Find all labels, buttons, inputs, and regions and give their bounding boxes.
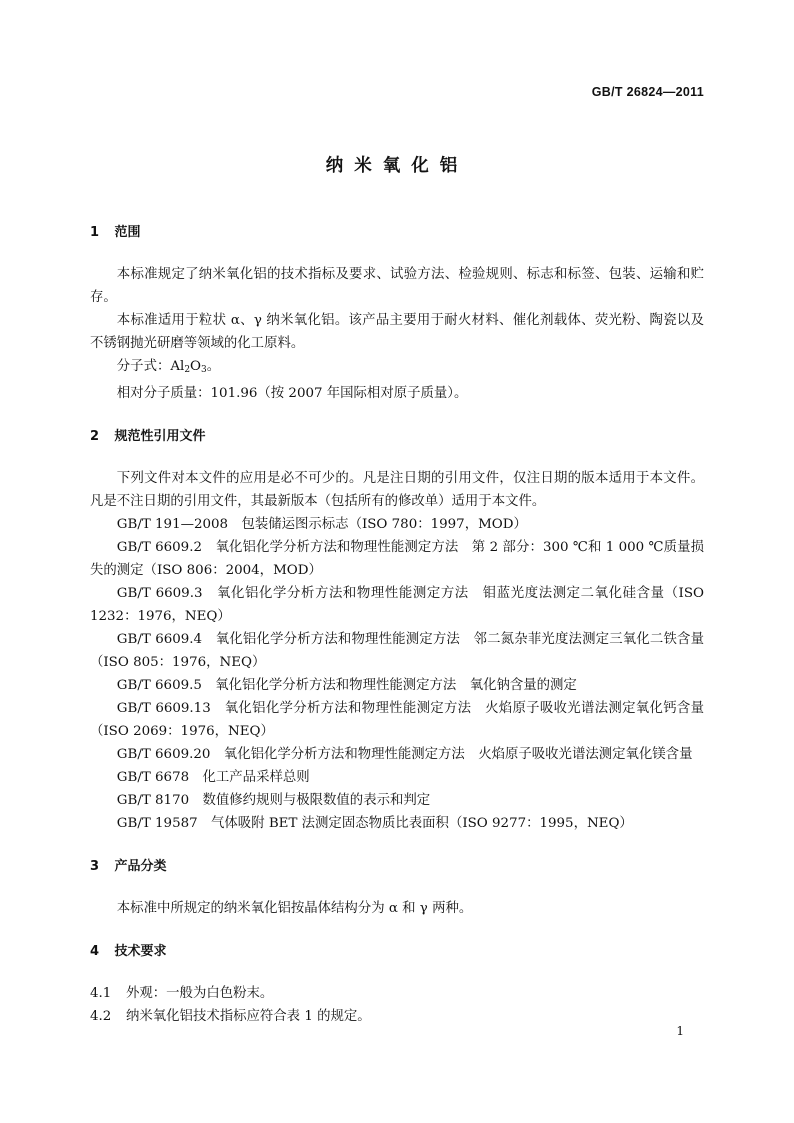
paragraph: 本标准规定了纳米氧化铝的技术指标及要求、试验方法、检验规则、标志和标签、包装、运输和贮存。: [90, 267, 704, 305]
document-body: [90, 222, 704, 1028]
reference-item: GB/T 191—2008 包装储运图示标志（ISO 780：1997，MOD）: [116, 517, 527, 532]
page-number: 1: [676, 1024, 684, 1038]
paragraph: 下列文件对本文件的应用是必不可少的。凡是注日期的引用文件，仅注日期的版本适用于本文件。凡是不注日期的引用文件，其最新版本（包括所有的修改单）适用于本文件。: [90, 471, 704, 509]
standard-code: GB/T 26824—2011: [591, 85, 704, 99]
section-4-heading: [90, 941, 704, 963]
paragraph: 本标准适用于粒状 α、γ 纳米氧化铝。该产品主要用于耐火材料、催化剂载体、荧光粉、陶瓷以及不锈钢抛光研磨等领域的化工原料。: [90, 313, 704, 351]
section-number: 3: [90, 859, 100, 874]
clause-text: 外观：一般为白色粉末。: [126, 986, 274, 1001]
section-number: 4: [90, 944, 100, 959]
reference-item: GB/T 6609.5 氧化铝化学分析方法和物理性能测定方法 氧化钠含量的测定: [116, 678, 577, 693]
section-title: 产品分类: [114, 859, 167, 874]
reference-item: GB/T 6678 化工产品采样总则: [116, 770, 310, 785]
reference-item: GB/T 6609.3 氧化铝化学分析方法和物理性能测定方法 钼蓝光度法测定二氧化硅含量（ISO 1232：1976，NEQ）: [90, 586, 704, 624]
section-number: 2: [90, 429, 100, 444]
reference-item: GB/T 6609.20 氧化铝化学分析方法和物理性能测定方法 火焰原子吸收光谱法测定氧化镁含量: [116, 747, 693, 762]
section-title: 规范性引用文件: [114, 429, 206, 444]
section-number: 1: [90, 225, 100, 240]
molecular-formula: [90, 355, 704, 382]
paragraph: 相对分子质量：101.96（按 2007 年国际相对原子质量）。: [116, 386, 468, 401]
reference-item: GB/T 19587 气体吸附 BET 法测定固态物质比表面积（ISO 9277：1995，NEQ）: [116, 816, 633, 831]
reference-item: GB/T 8170 数值修约规则与极限数值的表示和判定: [116, 793, 431, 808]
formula-end: 。: [206, 359, 221, 374]
section-title: 范围: [114, 225, 141, 240]
section-1-heading: [90, 222, 704, 244]
clause-4-1: [90, 982, 704, 1005]
reference-item: GB/T 6609.2 氧化铝化学分析方法和物理性能测定方法 第 2 部分：300 ℃和 1 000 ℃质量损失的测定（ISO 806：2004，MOD）: [90, 540, 704, 578]
formula-label: 分子式：Al: [116, 359, 185, 374]
clause-4-2: [90, 1005, 704, 1028]
formula-part: O: [190, 359, 202, 374]
reference-item: GB/T 6609.4 氧化铝化学分析方法和物理性能测定方法 邻二氮杂菲光度法测定三氧化二铁含量（ISO 805：1976，NEQ）: [90, 632, 704, 670]
document-title: 纳米氧化铝: [325, 156, 469, 176]
section-title: 技术要求: [114, 944, 167, 959]
formula-subscript: 2: [184, 365, 191, 375]
clause-number: 4.2: [90, 1009, 112, 1024]
formula-subscript: 3: [201, 365, 207, 375]
section-2-heading: [90, 426, 704, 448]
clause-number: 4.1: [90, 986, 112, 1001]
reference-item: GB/T 6609.13 氧化铝化学分析方法和物理性能测定方法 火焰原子吸收光谱法测定氧化钙含量（ISO 2069：1976，NEQ）: [90, 701, 704, 739]
clause-text: 纳米氧化铝技术指标应符合表 1 的规定。: [126, 1009, 371, 1024]
section-3-heading: [90, 856, 704, 878]
paragraph: 本标准中所规定的纳米氧化铝按晶体结构分为 α 和 γ 两种。: [116, 901, 473, 916]
